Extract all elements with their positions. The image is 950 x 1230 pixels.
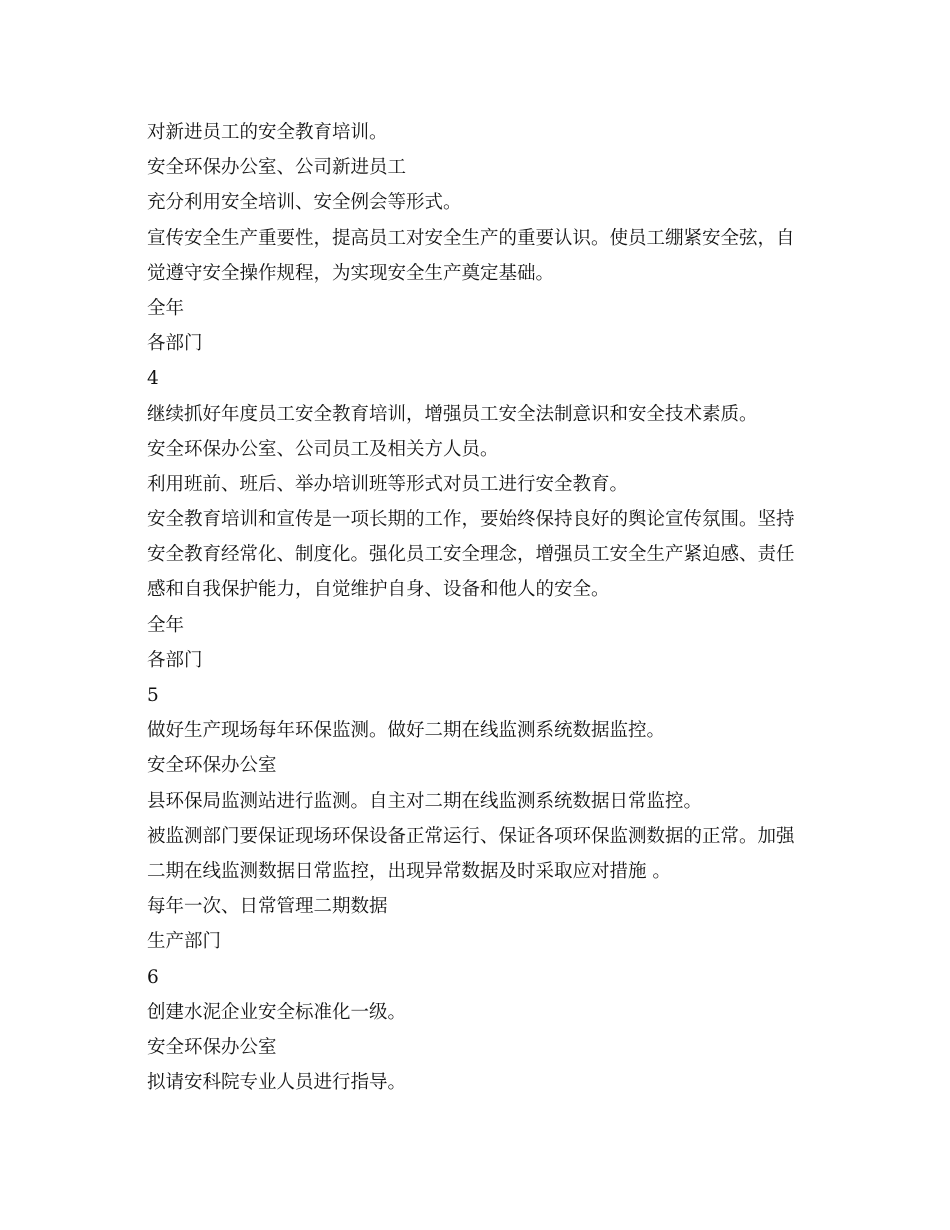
text-line: 县环保局监测站进行监测。自主对二期在线监测系统数据日常监控。 — [147, 790, 703, 812]
text-line: 生产部门 — [147, 931, 222, 953]
text-line: 充分利用安全培训、安全例会等形式。 — [147, 192, 462, 214]
text-line: 各部门 — [147, 333, 203, 355]
text-line: 安全环保办公室 — [147, 755, 277, 777]
text-line: 安全环保办公室 — [147, 1036, 277, 1058]
text-line: 感和自我保护能力，自觉维护自身、设备和他人的安全。 — [147, 579, 610, 601]
text-line: 拟请安科院专业人员进行指导。 — [147, 1072, 407, 1094]
text-line: 安全教育培训和宣传是一项长期的工作，要始终保持良好的舆论宣传氛围。坚持 — [147, 509, 795, 531]
item-number: 4 — [147, 368, 159, 390]
text-line: 各部门 — [147, 649, 203, 671]
text-line: 全年 — [147, 297, 185, 319]
text-line: 做好生产现场每年环保监测。做好二期在线监测系统数据监控。 — [147, 720, 666, 742]
text-line: 创建水泥企业安全标准化一级。 — [147, 1001, 407, 1023]
text-line: 安全教育经常化、制度化。强化员工安全理念，增强员工安全生产紧迫感、责任 — [147, 544, 795, 566]
text-line: 宣传安全生产重要性，提高员工对安全生产的重要认识。使员工绷紧安全弦，自 — [147, 227, 795, 249]
text-line: 安全环保办公室、公司员工及相关方人员。 — [147, 438, 499, 460]
text-line: 二期在线监测数据日常监控，出现异常数据及时采取应对措施 。 — [147, 860, 671, 882]
text-line: 继续抓好年度员工安全教育培训，增强员工安全法制意识和安全技术素质。 — [147, 403, 758, 425]
text-line: 安全环保办公室、公司新进员工 — [147, 157, 407, 179]
document-body — [147, 115, 807, 1100]
text-line: 每年一次、日常管理二期数据 — [147, 896, 388, 918]
item-number: 5 — [147, 685, 159, 706]
text-line: 被监测部门要保证现场环保设备正常运行、保证各项环保监测数据的正常。加强 — [147, 825, 795, 847]
text-line: 利用班前、班后、举办培训班等形式对员工进行安全教育。 — [147, 473, 629, 495]
item-number: 6 — [147, 966, 159, 988]
text-line: 觉遵守安全操作规程，为实现安全生产奠定基础。 — [147, 262, 555, 284]
text-line: 全年 — [147, 614, 185, 636]
text-line: 对新进员工的安全教育培训。 — [147, 122, 388, 143]
